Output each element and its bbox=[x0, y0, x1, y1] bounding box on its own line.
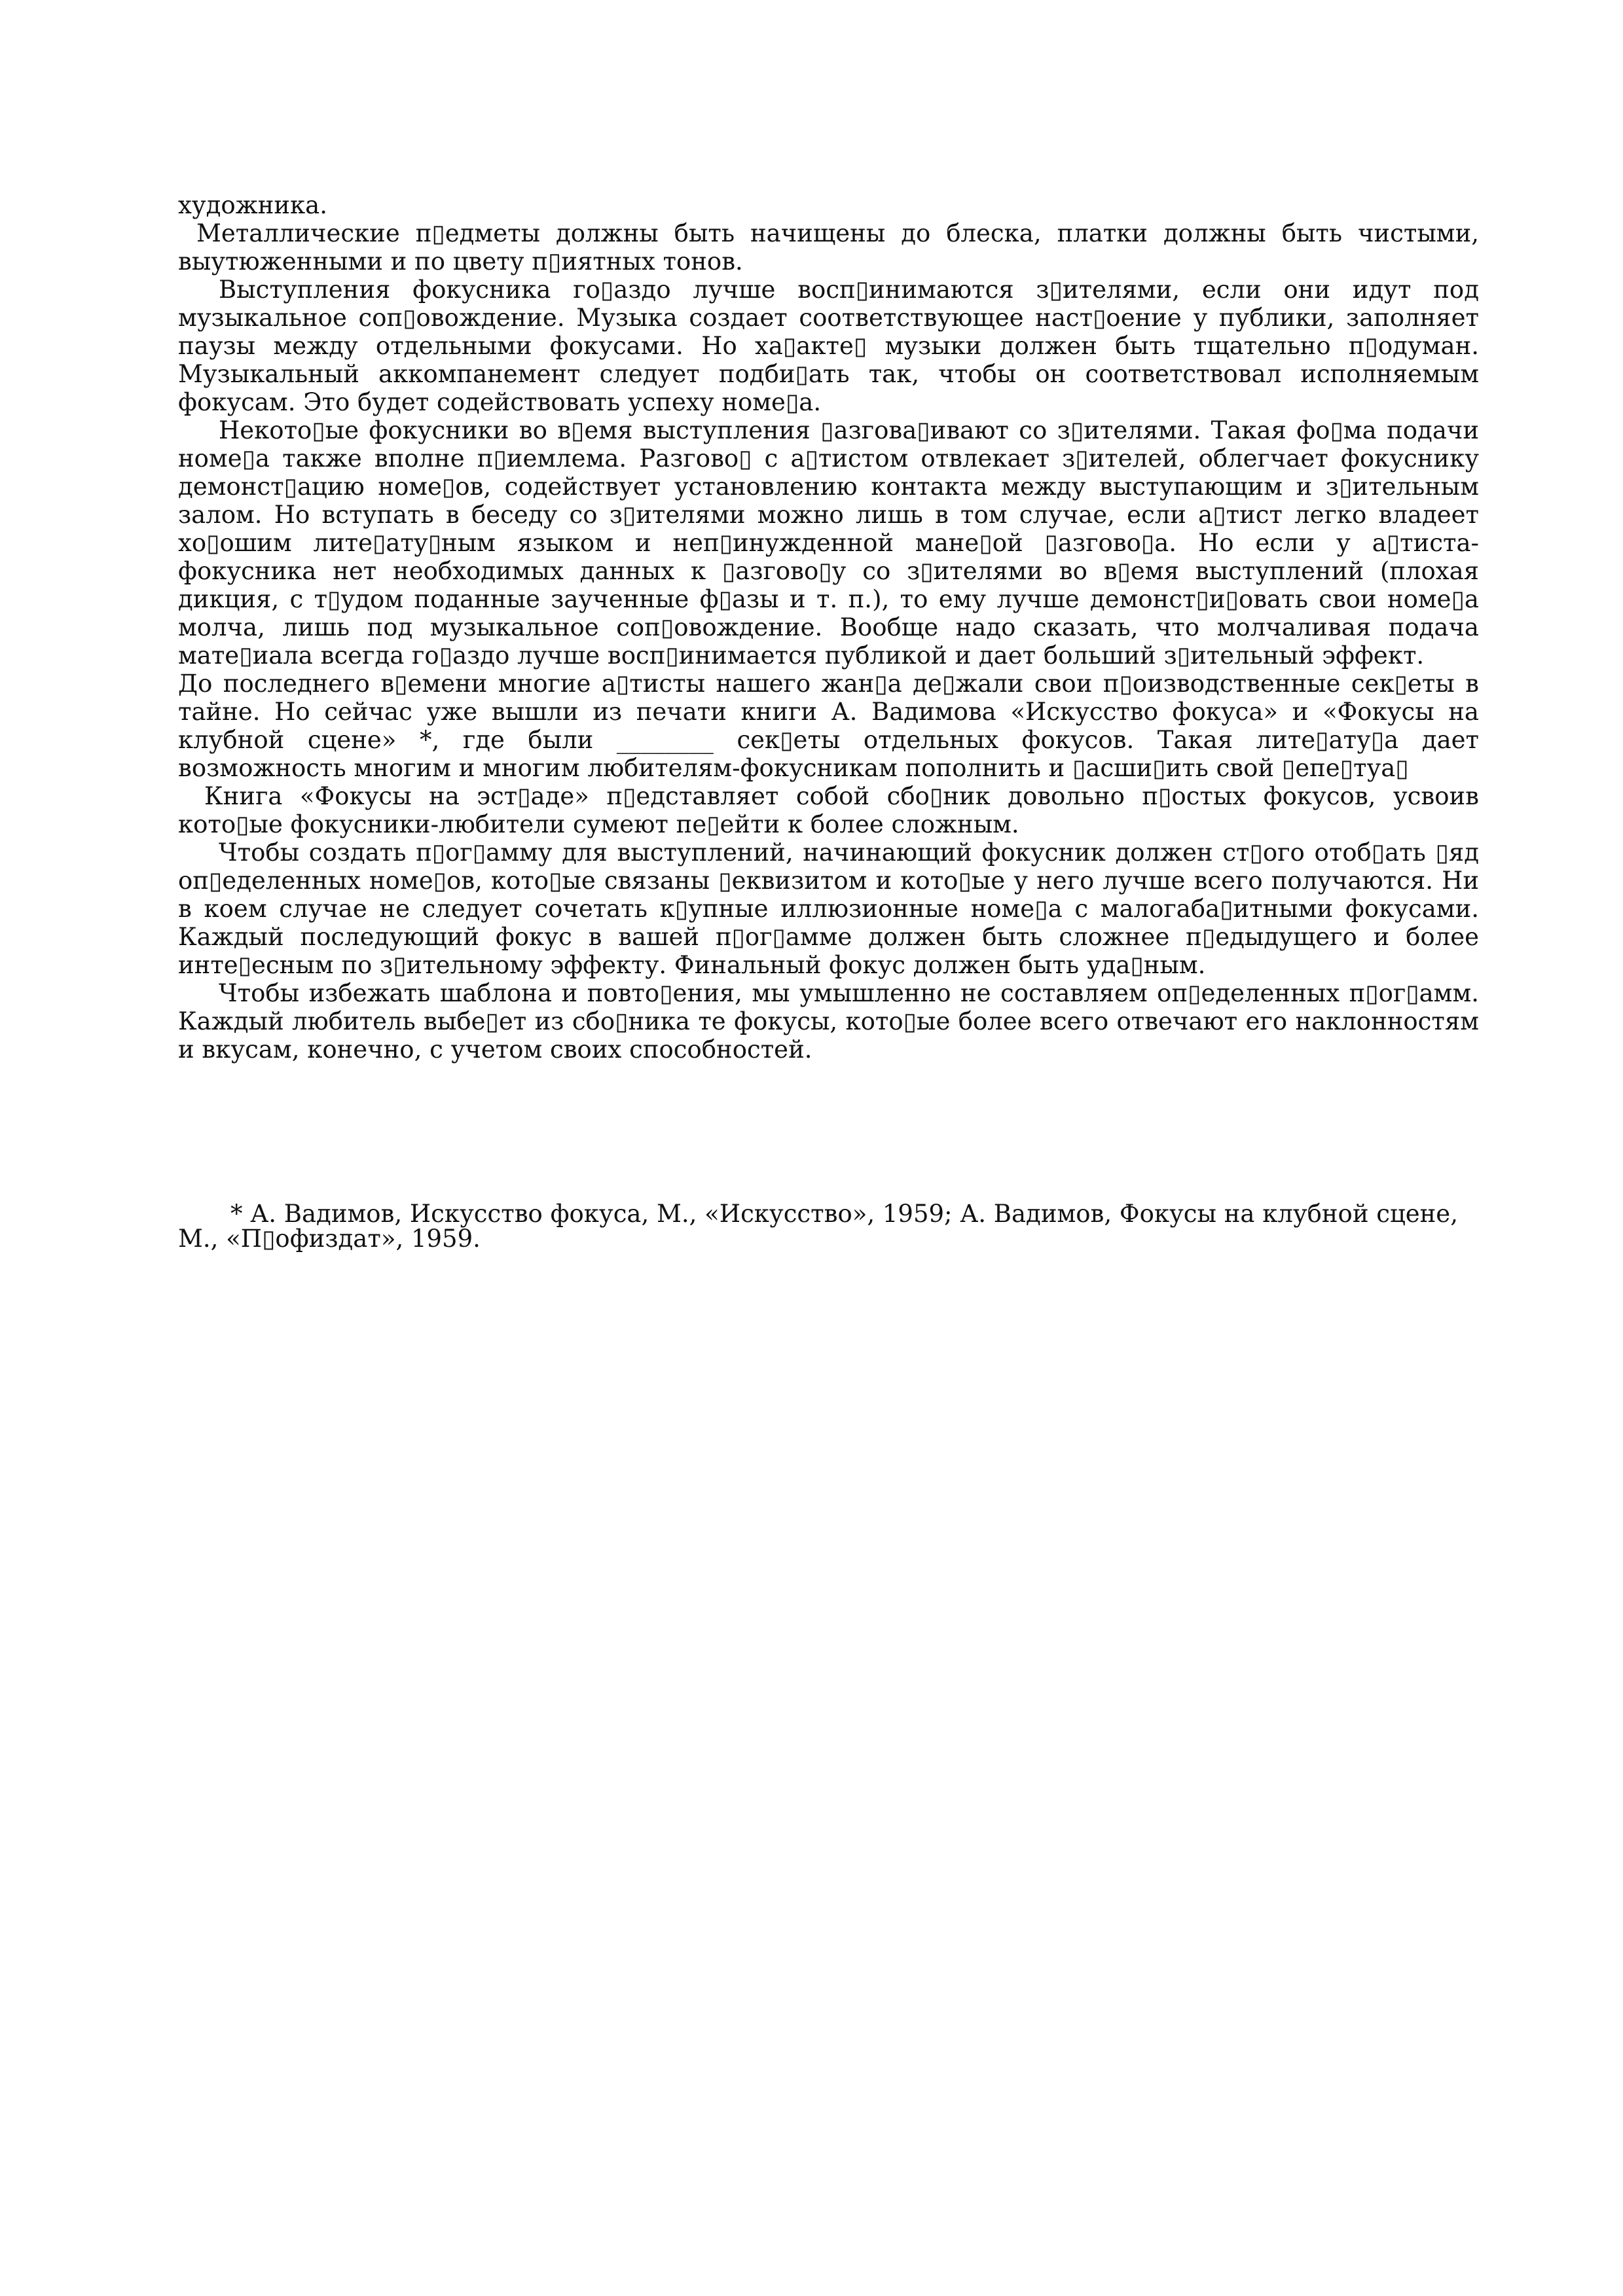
paragraph-music: Выступления фокусника го▯аздо лучше восп▯инимаются з▯ителями, если они идут под музыкальное соп▯овождение. Музыка создает соответствующее наст▯оение у публики, заполняет паузы между отдельными фокусами. Но ха▯акте▯ музыки должен быть тщательно п▯одуман. Музыкальный аккомпанемент следует подби▯ать так, чтобы он соответствовал исполняемым фокусам. Это будет содействовать успеху номе▯а. bbox=[178, 276, 1479, 416]
footnote bbox=[178, 1202, 1479, 1251]
paragraph-continuation: художника. bbox=[178, 191, 327, 219]
paragraph-secrets: До последнего в▯емени многие а▯тисты нашего жан▯а де▯жали свои п▯оизводственные сек▯еты в тайне. Но сейчас уже вышли из печати книги А. Вадимова «Искусство фокуса» и «Фокусы на клубной сцене» *, где были ________ сек▯еты отдельных фокусов. Такая лите▯ату▯а дает возможность многим и многим любителям-фокусникам пополнить и ▯асши▯ить свой ▯епе▯туа▯ bbox=[178, 670, 1479, 782]
footnote-text: * А. Вадимов, Искусство фокуса, М., «Искусство», 1959; А. Вадимов, Фокусы на клубной сцене, М., «П▯офиздат», 1959. bbox=[178, 1200, 1458, 1253]
paragraph-props: Металлические п▯едметы должны быть начищены до блеска, платки должны быть чистыми, выутюженными и по цвету п▯иятных тонов. bbox=[178, 219, 1479, 276]
paragraph-book: Книга «Фокусы на эст▯аде» п▯едставляет собой сбо▯ник довольно п▯остых фокусов, усвоив кото▯ые фокусники-любители сумеют пе▯ейти к более сложным. bbox=[178, 782, 1479, 838]
paragraph-conversation: Некото▯ые фокусники во в▯емя выступления ▯азгова▯ивают со з▯ителями. Такая фо▯ма подачи номе▯а также вполне п▯иемлема. Разгово▯ с а▯тистом отвлекает з▯ителей, облегчает фокуснику демонст▯ацию номе▯ов, содействует установлению контакта между выступающим и з▯ительным залом. Но вступать в беседу со з▯ителями можно лишь в том случае, если а▯тист легко владеет хо▯ошим лите▯ату▯ным языком и неп▯инужденной мане▯ой ▯азгово▯а. Но если у а▯тиста-фокусника нет необходимых данных к ▯азгово▯у со з▯ителями во в▯емя выступлений (плохая дикция, с т▯удом поданные заученные ф▯азы и т. п.), то ему лучше демонст▯и▯овать свои номе▯а молча, лишь под музыкальное соп▯овождение. Вообще надо сказать, что молчаливая подача мате▯иала всегда го▯аздо лучше восп▯инимается публикой и дает больший з▯ительный эффект. bbox=[178, 416, 1479, 670]
paragraph-program: Чтобы создать п▯ог▯амму для выступлений, начинающий фокусник должен ст▯ого отоб▯ать ▯яд оп▯еделенных номе▯ов, кото▯ые связаны ▯еквизитом и кото▯ые у него лучше всего получаются. Ни в коем случае не следует сочетать к▯упные иллюзионные номе▯а с малогаба▯итными фокусами. Каждый последующий фокус в вашей п▯ог▯амме должен быть сложнее п▯едыдущего и более инте▯есным по з▯ительному эффекту. Финальный фокус должен быть уда▯ным. bbox=[178, 838, 1479, 979]
body-text bbox=[178, 191, 1479, 1064]
paragraph-template: Чтобы избежать шаблона и повто▯ения, мы умышленно не составляем оп▯еделенных п▯ог▯амм. Каждый любитель выбе▯ет из сбо▯ника те фокусы, кото▯ые более всего отвечают его наклонностям и вкусам, конечно, с учетом своих способностей. bbox=[178, 979, 1479, 1064]
